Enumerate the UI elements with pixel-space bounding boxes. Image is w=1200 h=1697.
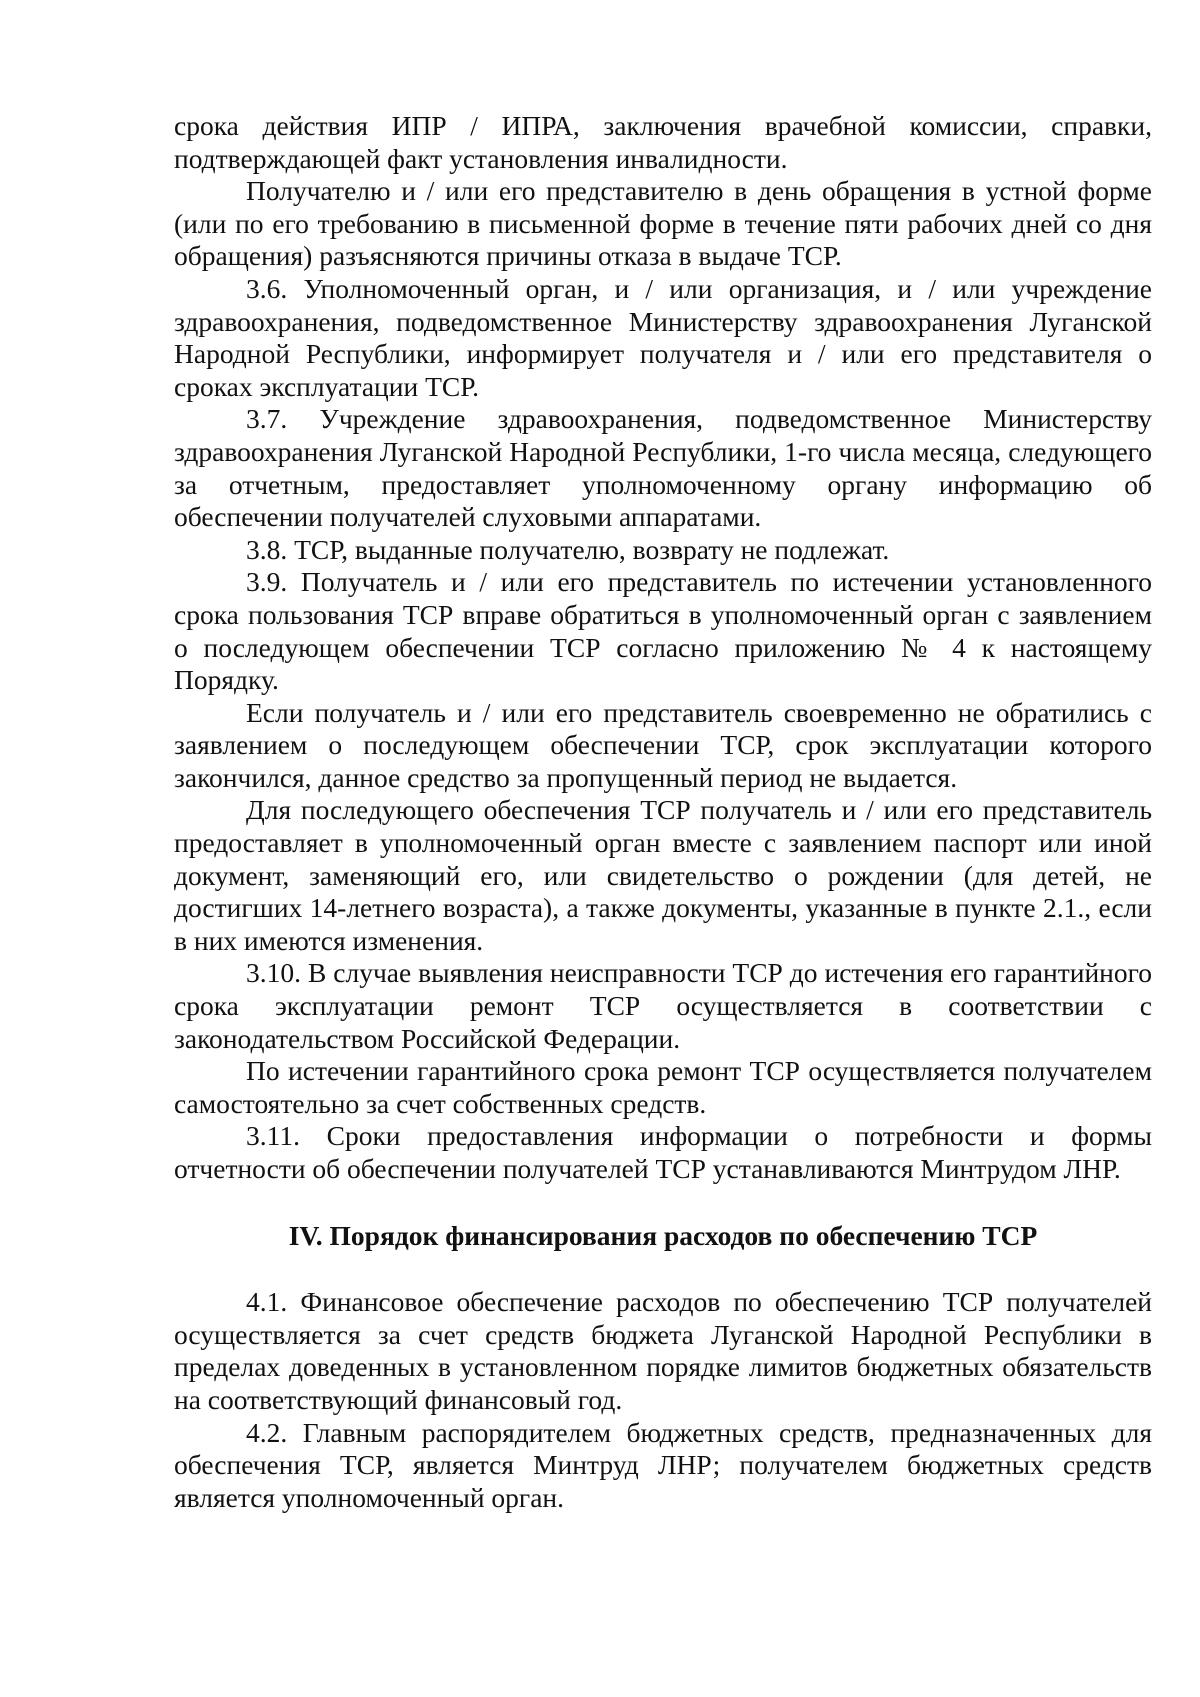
paragraph-3-10: 3.10. В случае выявления неисправности ТСР до истечения его гарантийного срока эксплуатации ремонт ТСР осуществляется в соответствии с законодательством Российской Федерации. (174, 957, 1152, 1054)
paragraph-continuation: срока действия ИПР / ИПРА, заключения врачебной комиссии, справки, подтверждающей факт установления инвалидности. (174, 110, 1152, 174)
paragraph-3-9: 3.9. Получатель и / или его представитель по истечении установленного срока пользования ТСР вправе обратиться в уполномоченный орган с заявлением о последующем обеспечении ТСР согласно приложению № 4 к настоящему Порядку. (174, 566, 1152, 696)
paragraph-refusal-explanation: Получателю и / или его представителю в день обращения в устной форме (или по его требованию в письменной форме в течение пяти рабочих дней со дня обращения) разъясняются причины отказа в выдаче ТСР. (174, 175, 1152, 272)
document-page (174, 110, 1152, 1514)
paragraph-late-request: Если получатель и / или его представитель своевременно не обратились с заявлением о последующем обеспечении ТСР, срок эксплуатации которого закончился, данное средство за пропущенный период не выдается. (174, 696, 1152, 793)
paragraph-3-6: 3.6. Уполномоченный орган, и / или организация, и / или учреждение здравоохранения, подведомственное Министерству здравоохранения Луганской Народной Республики, информирует получателя и / или его представителя о сроках эксплуатации ТСР. (174, 272, 1152, 402)
paragraph-warranty-expired: По истечении гарантийного срока ремонт ТСР осуществляется получателем самостоятельно за счет собственных средств. (174, 1055, 1152, 1119)
paragraph-3-7: 3.7. Учреждение здравоохранения, подведомственное Министерству здравоохранения Луганской Народной Республики, 1-го числа месяца, следующего за отчетным, предоставляет уполномоченному органу информацию об обеспечении получателей слуховыми аппаратами. (174, 403, 1152, 533)
paragraph-3-11: 3.11. Сроки предоставления информации о потребности и формы отчетности об обеспечении получателей ТСР устанавливаются Минтрудом ЛНР. (174, 1120, 1152, 1184)
paragraph-4-2: 4.2. Главным распорядителем бюджетных средств, предназначенных для обеспечения ТСР, является Минтруд ЛНР; получателем бюджетных средств является уполномоченный орган. (174, 1416, 1152, 1513)
paragraph-4-1: 4.1. Финансовое обеспечение расходов по обеспечению ТСР получателей осуществляется за счет средств бюджета Луганской Народной Республики в пределах доведенных в установленном порядке лимитов бюджетных обязательств на соответствующий финансовый год. (174, 1286, 1152, 1415)
paragraph-subsequent-provision: Для последующего обеспечения ТСР получатель и / или его представитель предоставляет в уполномоченный орган вместе с заявлением паспорт или иной документ, заменяющий его, или свидетельство о рождении (для детей, не достигших 14-летнего возраста), а также документы, указанные в пункте 2.1., если в них имеются изменения. (174, 794, 1152, 956)
paragraph-3-8: 3.8. ТСР, выданные получателю, возврату не подлежат. (246, 533, 890, 565)
section-heading: IV. Порядок финансирования расходов по обеспечению ТСР (288, 1219, 1038, 1251)
